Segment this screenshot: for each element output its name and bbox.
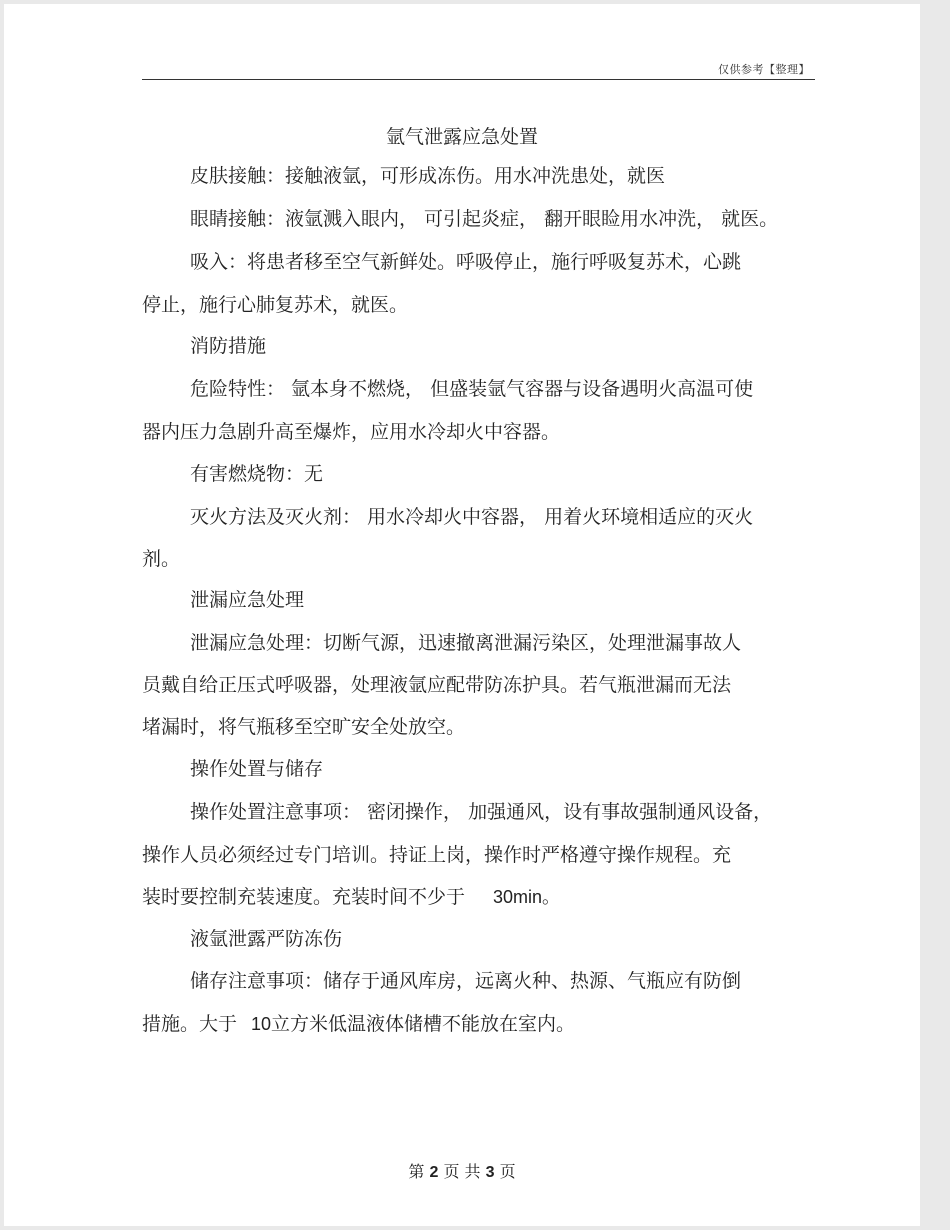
total-page-number: 3 — [485, 1164, 495, 1181]
paragraph-hazard-cont: 器内压力急剧升高至爆炸，应用水冷却火中容器。 — [142, 421, 561, 443]
paragraph-storage-cont — [142, 1012, 575, 1036]
paragraph-extinguishing-cont: 剂。 — [142, 548, 181, 570]
storage-text-end: 立方米低温液体储槽不能放在室内。 — [271, 1013, 576, 1035]
document-page — [4, 4, 920, 1226]
footer-mid: 页 共 — [443, 1162, 481, 1181]
paragraph-leak-response-cont1: 员戴自给正压式呼吸器，处理液氩应配带防冻护具。若气瓶泄漏而无法 — [142, 674, 732, 696]
paragraph-storage: 储存注意事项：储存于通风库房，远离火种、热源、气瓶应有防倒 — [190, 970, 742, 992]
paragraph-leak-response: 泄漏应急处理：切断气源，迅速撤离泄漏污染区，处理泄漏事故人 — [190, 632, 742, 654]
volume-value: 10 — [251, 1014, 272, 1034]
paragraph-combustion-products: 有害燃烧物：无 — [190, 463, 324, 485]
paragraph-handling: 操作处置注意事项： 密闭操作， 加强通风，设有事故强制通风设备， — [190, 801, 773, 823]
paragraph-extinguishing: 灭火方法及灭火剂： 用水冷却火中容器， 用着火环境相适应的灭火 — [190, 506, 754, 528]
section-heading-handling: 操作处置与储存 — [190, 758, 324, 780]
paragraph-handling-cont2 — [142, 885, 560, 909]
header-note: 仅供参考【整理】 — [718, 63, 810, 76]
header-divider — [142, 79, 815, 80]
paragraph-eye-contact: 眼睛接触：液氩溅入眼内， 可引起炎症， 翻开眼睑用水冲洗， 就医。 — [190, 208, 779, 230]
handling-text: 装时要控制充装速度。充装时间不少于 — [142, 886, 466, 908]
current-page-number: 2 — [429, 1164, 439, 1181]
page-footer — [4, 1159, 920, 1182]
section-heading-frostbite: 液氩泄露严防冻伤 — [190, 928, 343, 950]
paragraph-inhalation-cont: 停止，施行心肺复苏术，就医。 — [142, 294, 409, 316]
paragraph-hazard: 危险特性： 氩本身不燃烧， 但盛装氩气容器与设备遇明火高温可使 — [190, 378, 754, 400]
storage-text-start: 措施。大于 — [142, 1013, 238, 1035]
document-title: 氩气泄露应急处置 — [385, 126, 538, 148]
footer-suffix: 页 — [499, 1162, 516, 1181]
section-heading-leak: 泄漏应急处理 — [190, 589, 305, 611]
paragraph-handling-cont1: 操作人员必须经过专门培训。持证上岗，操作时严格遵守操作规程。充 — [142, 844, 732, 866]
paragraph-inhalation: 吸入：将患者移至空气新鲜处。呼吸停止，施行呼吸复苏术，心跳 — [190, 251, 742, 273]
paragraph-leak-response-cont2: 堵漏时，将气瓶移至空旷安全处放空。 — [142, 716, 466, 738]
footer-prefix: 第 — [408, 1162, 425, 1181]
section-heading-fire: 消防措施 — [190, 335, 267, 357]
paragraph-skin-contact: 皮肤接触：接触液氩，可形成冻伤。用水冲洗患处，就医 — [190, 165, 666, 187]
fill-time-value: 30min。 — [493, 887, 561, 907]
